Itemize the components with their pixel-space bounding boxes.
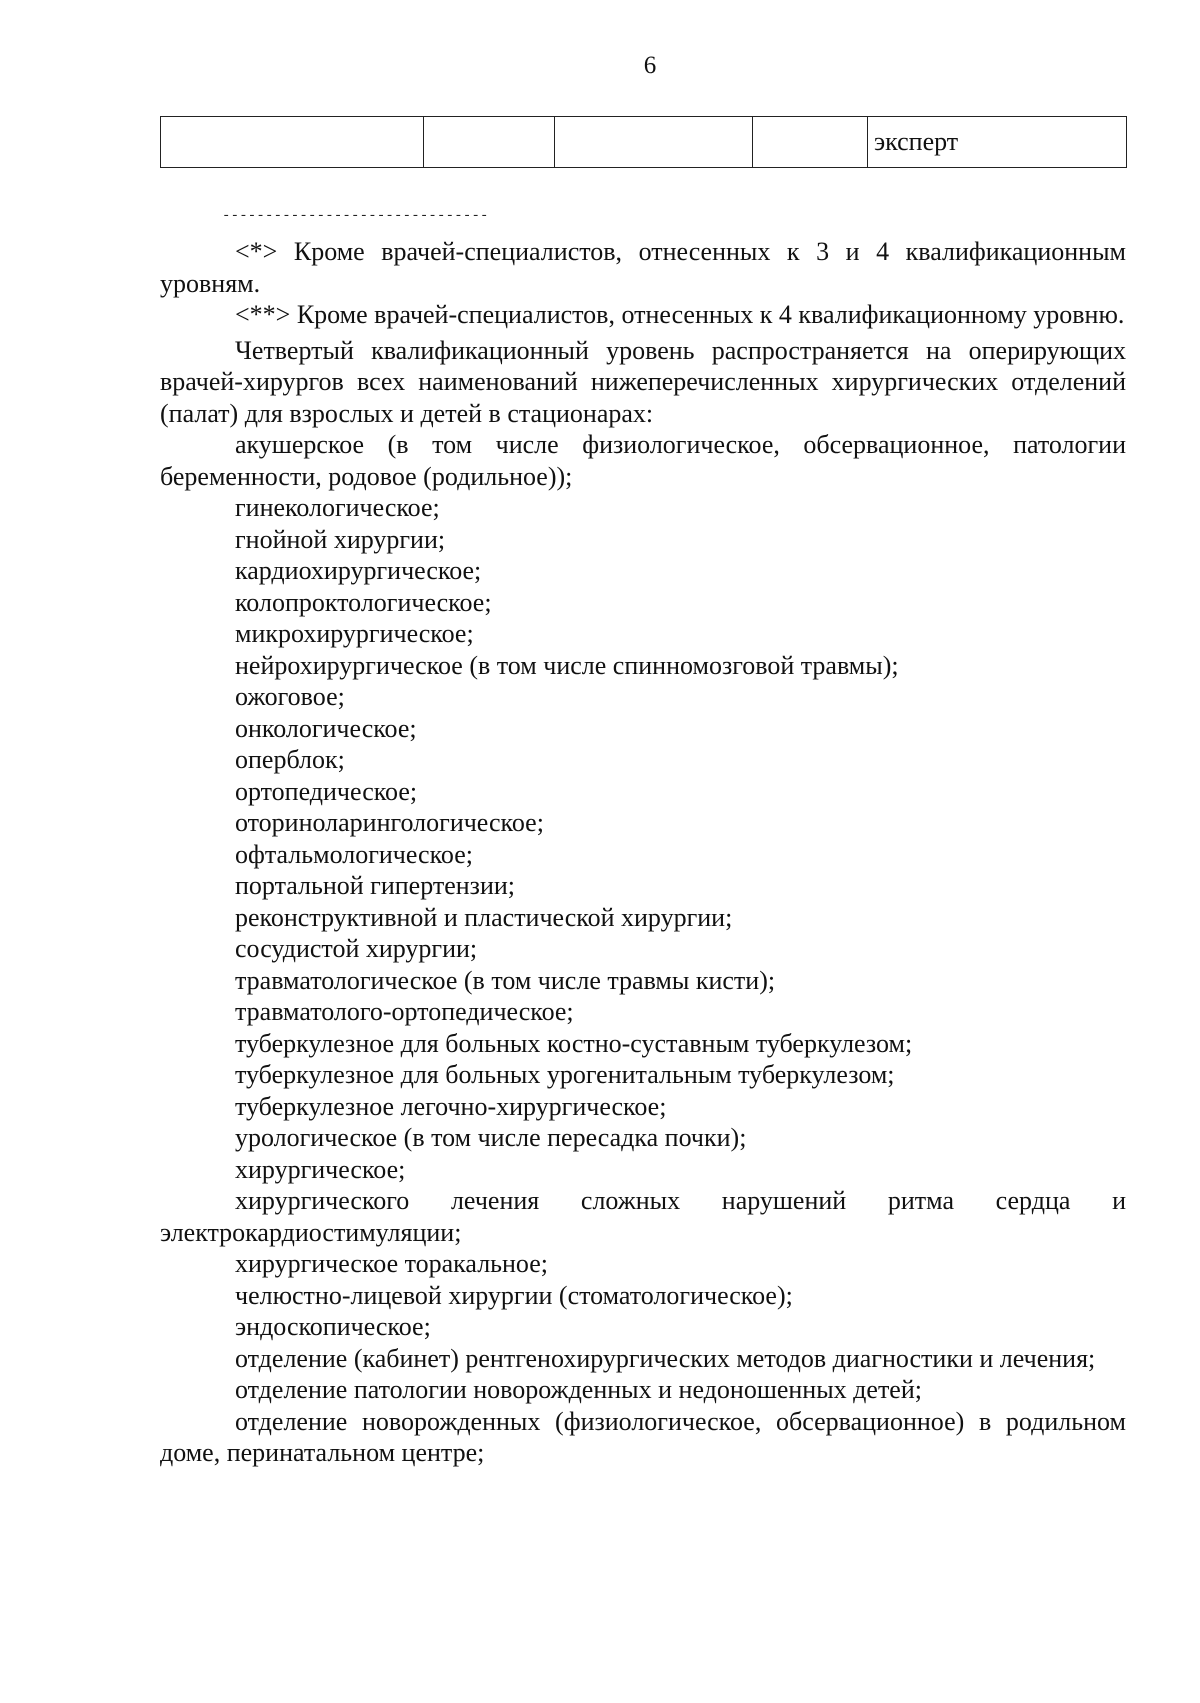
table-cell xyxy=(161,117,424,168)
list-item: хирургическое торакальное; xyxy=(235,1249,549,1278)
footnote-2: <**> Кроме врачей-специалистов, отнесенных к 4 квалификационному уровню. xyxy=(235,300,1125,329)
list-item: микрохирургическое; xyxy=(235,619,474,648)
list-item: хирургическое; xyxy=(235,1154,406,1184)
table-row xyxy=(161,117,1127,168)
list-item: туберкулезное для больных урогенитальным туберкулезом; xyxy=(235,1060,895,1089)
list-item: отделение патологии новорожденных и недоношенных детей; xyxy=(235,1375,922,1404)
list-item: офтальмологическое; xyxy=(235,839,473,869)
list-item: гинекологическое; xyxy=(235,493,440,522)
table-cell xyxy=(753,117,868,168)
list-item: травматологическое (в том числе травмы кисти); xyxy=(235,965,776,995)
intro-paragraph: Четвертый квалификационный уровень распространяется на оперирующих врачей-хирургов всех наименований нижеперечисленных хирургических отделений (палат) для взрослых и детей в стационарах: xyxy=(160,335,1126,428)
list-item: травматолого-ортопедическое; xyxy=(235,997,574,1026)
footnote-1: <*> Кроме врачей-специалистов, отнесенных к 3 и 4 квалификационным уровням. xyxy=(160,237,1126,298)
page-number: 6 xyxy=(643,52,657,79)
list-item: отделение новорожденных (физиологическое, обсервационное) в родильном доме, перинатальном центре; xyxy=(160,1406,1126,1467)
list-item: акушерское (в том числе физиологическое, обсервационное, патологии беременности, родовое (родильное)); xyxy=(160,430,1126,491)
list-item: кардиохирургическое; xyxy=(235,556,482,585)
table-cell xyxy=(555,117,753,168)
list-item: урологическое (в том числе пересадка почки); xyxy=(235,1123,747,1152)
table-cell xyxy=(424,117,555,168)
list-item: ортопедическое; xyxy=(235,776,418,806)
list-item: гнойной хирургии; xyxy=(235,524,446,554)
list-item: хирургического лечения сложных нарушений ритма сердца и электрокардиостимуляции; xyxy=(160,1186,1126,1247)
list-item: туберкулезное легочно-хирургическое; xyxy=(235,1091,667,1121)
table-cell: эксперт xyxy=(868,117,1127,168)
list-item: онкологическое; xyxy=(235,713,417,743)
list-item: нейрохирургическое (в том числе спинномозговой травмы); xyxy=(235,650,899,680)
list-item: туберкулезное для больных костно-суставным туберкулезом; xyxy=(235,1028,913,1058)
list-item: челюстно-лицевой хирургии (стоматологическое); xyxy=(235,1280,793,1310)
list-item: колопроктологическое; xyxy=(235,587,492,617)
list-item: реконструктивной и пластической хирургии; xyxy=(235,902,733,932)
list-item: отделение (кабинет) рентгенохирургических методов диагностики и лечения; xyxy=(235,1343,1096,1373)
list-item: сосудистой хирургии; xyxy=(235,934,478,963)
list-item: эндоскопическое; xyxy=(235,1312,431,1341)
list-item: оториноларингологическое; xyxy=(235,808,544,837)
footnote-separator: ------------------------------- xyxy=(222,208,489,224)
list-item: оперблок; xyxy=(235,745,345,774)
list-item: ожоговое; xyxy=(235,682,345,711)
list-item: портальной гипертензии; xyxy=(235,871,516,900)
qualification-table xyxy=(160,116,1127,168)
document-body xyxy=(160,236,1126,1469)
